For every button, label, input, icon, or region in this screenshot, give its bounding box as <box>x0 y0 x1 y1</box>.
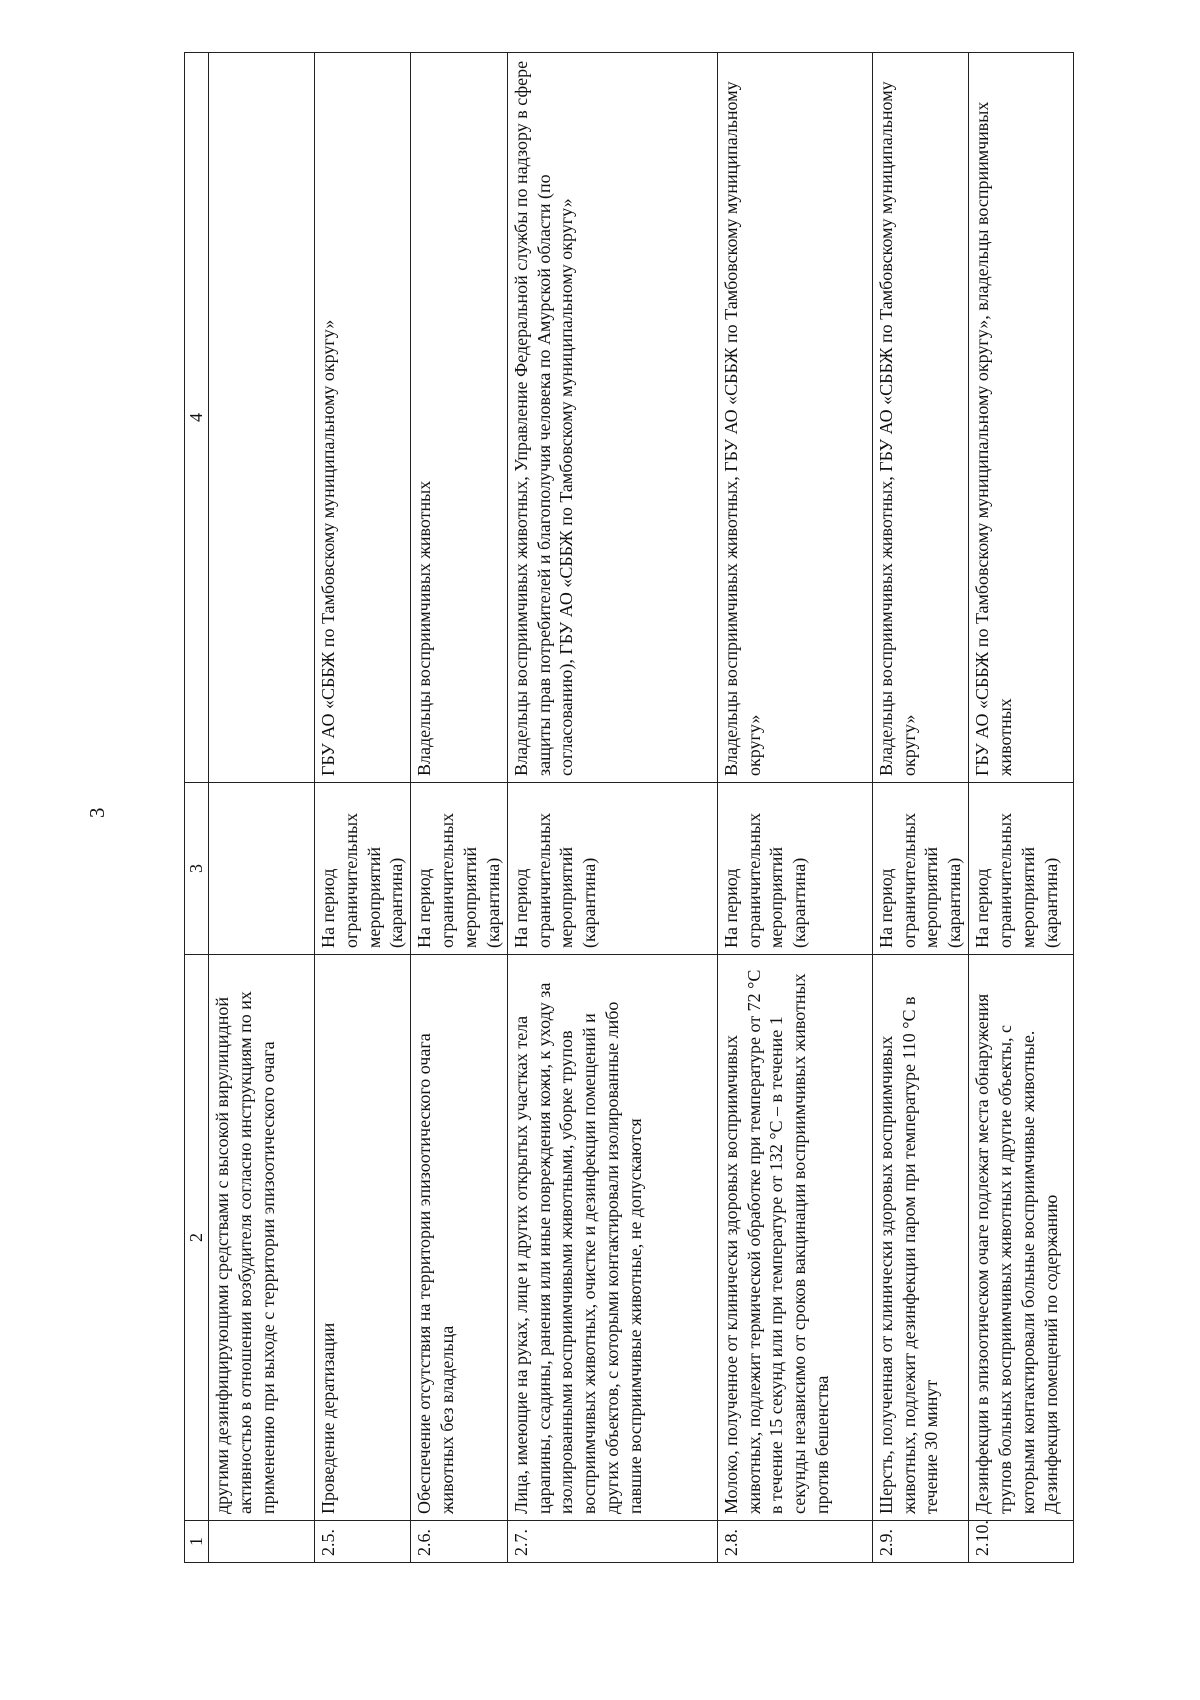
row-period: На период ограничительных мероприятий (карантина) <box>872 783 968 955</box>
row-number: 2.5. <box>314 1521 410 1563</box>
page-number: 3 <box>85 807 109 818</box>
row-responsible <box>208 53 314 783</box>
row-measure: Проведение дератизации <box>314 955 410 1521</box>
row-measure: Обеспечение отсутствия на территории эпизоотического очага животных без владельца <box>411 955 507 1521</box>
row-measure: Дезинфекции в эпизоотическом очаге подлежат места обнаружения трупов больных восприимчивых животных и другие объекты, с которыми контактировали больные восприимчивые животные. Дезинфекция помещений по содержанию <box>969 955 1074 1521</box>
row-period: На период ограничительных мероприятий (карантина) <box>717 783 872 955</box>
table-row <box>314 53 410 1563</box>
header-row <box>185 53 209 1563</box>
header-col-3: 3 <box>185 783 209 955</box>
row-period: На период ограничительных мероприятий (карантина) <box>411 783 507 955</box>
row-period: На период ограничительных мероприятий (карантина) <box>507 783 717 955</box>
row-responsible: ГБУ АО «СББЖ по Тамбовскому муниципальному округу» <box>314 53 410 783</box>
table-row <box>717 53 872 1563</box>
row-measure: Шерсть, полученная от клинически здоровых восприимчивых животных, подлежит дезинфекции паром при температуре 110 °С в течение 30 минут <box>872 955 968 1521</box>
row-number: 2.7. <box>507 1521 717 1563</box>
header-col-1: 1 <box>185 1521 209 1563</box>
row-period: На период ограничительных мероприятий (карантина) <box>969 783 1074 955</box>
row-measure: другими дезинфицирующими средствами с высокой вирулицидной активностью в отношении возбудителя согласно инструкциям по их применению при выходе с территории эпизоотического очага <box>208 955 314 1521</box>
table-row <box>208 53 314 1563</box>
measures-table-rotated <box>184 53 1061 1563</box>
header-col-4: 4 <box>185 53 209 783</box>
table-row <box>507 53 717 1563</box>
row-number: 2.10. <box>969 1521 1074 1563</box>
row-period <box>208 783 314 955</box>
row-number: 2.9. <box>872 1521 968 1563</box>
row-number: 2.8. <box>717 1521 872 1563</box>
row-measure: Лица, имеющие на руках, лице и других открытых участках тела царапины, ссадины, ранения или иные повреждения кожи, к уходу за изолированными восприимчивыми животными, уборке трупов восприимчивых животных, очистке и дезинфекции помещений и других объектов, с которыми контактировали изолированные либо павшие восприимчивые животные, не допускаются <box>507 955 717 1521</box>
table-row <box>969 53 1074 1563</box>
row-period: На период ограничительных мероприятий (карантина) <box>314 783 410 955</box>
row-responsible: Владельцы восприимчивых животных, ГБУ АО «СББЖ по Тамбовскому муниципальному округу» <box>872 53 968 783</box>
row-number <box>208 1521 314 1563</box>
row-measure: Молоко, полученное от клинически здоровых восприимчивых животных, подлежит термической обработке при температуре от 72 °С в течение 15 секунд или при температуре от 132 °С – в течение 1 секунды независимо от сроков вакцинации восприимчивых животных против бешенства <box>717 955 872 1521</box>
measures-table <box>184 52 1074 1563</box>
row-responsible: Владельцы восприимчивых животных, Управление Федеральной службы по надзору в сфере защиты прав потребителей и благополучия человека по Амурской области (по согласованию), ГБУ АО «СББЖ по Тамбовскому муниципальному округу» <box>507 53 717 783</box>
table-row <box>411 53 507 1563</box>
row-responsible: Владельцы восприимчивых животных, ГБУ АО «СББЖ по Тамбовскому муниципальному округу» <box>717 53 872 783</box>
row-responsible: Владельцы восприимчивых животных <box>411 53 507 783</box>
row-responsible: ГБУ АО «СББЖ по Тамбовскому муниципальному округу», владельцы восприимчивых животных <box>969 53 1074 783</box>
header-col-2: 2 <box>185 955 209 1521</box>
table-row <box>872 53 968 1563</box>
row-number: 2.6. <box>411 1521 507 1563</box>
